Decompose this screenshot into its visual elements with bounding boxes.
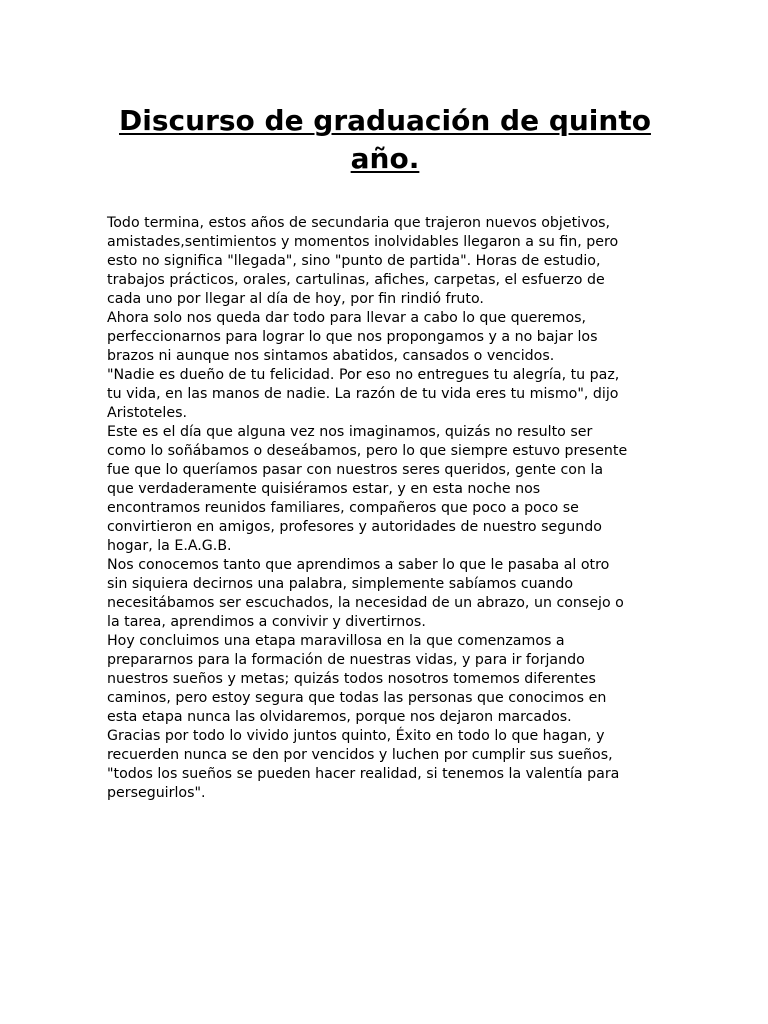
body-line: convirtieron en amigos, profesores y autoridades de nuestro segundo <box>107 519 602 535</box>
document-title: Discurso de graduación de quinto año. <box>119 104 651 175</box>
body-line: sin siquiera decirnos una palabra, simplemente sabíamos cuando <box>107 576 574 592</box>
body-line: fue que lo queríamos pasar con nuestros seres queridos, gente con la <box>107 462 604 478</box>
body-line: encontramos reunidos familiares, compañeros que poco a poco se <box>107 500 579 516</box>
body-line: "todos los sueños se pueden hacer realidad, si tenemos la valentía para <box>107 766 620 782</box>
body-line: que verdaderamente quisiéramos estar, y en esta noche nos <box>107 481 541 497</box>
body-line: cada uno por llegar al día de hoy, por fin rindió fruto. <box>107 291 484 307</box>
body-line: Gracias por todo lo vivido juntos quinto, Éxito en todo lo que hagan, y <box>107 728 605 744</box>
body-line: Hoy concluimos una etapa maravillosa en la que comenzamos a <box>107 633 565 649</box>
body-line: Nos conocemos tanto que aprendimos a saber lo que le pasaba al otro <box>107 557 610 573</box>
document-body <box>107 214 667 803</box>
body-line: esto no significa "llegada", sino "punto de partida". Horas de estudio, <box>107 253 601 269</box>
body-line: Este es el día que alguna vez nos imaginamos, quizás no resulto ser <box>107 424 593 440</box>
body-line: esta etapa nunca las olvidaremos, porque nos dejaron marcados. <box>107 709 572 725</box>
body-line: prepararnos para la formación de nuestras vidas, y para ir forjando <box>107 652 585 668</box>
body-line: caminos, pero estoy segura que todas las personas que conocimos en <box>107 690 607 706</box>
body-line: Ahora solo nos queda dar todo para llevar a cabo lo que queremos, <box>107 310 587 326</box>
body-line: amistades,sentimientos y momentos inolvidables llegaron a su fin, pero <box>107 234 619 250</box>
body-line: Todo termina, estos años de secundaria que trajeron nuevos objetivos, <box>107 215 611 231</box>
body-line: nuestros sueños y metas; quizás todos nosotros tomemos diferentes <box>107 671 596 687</box>
body-line: Aristoteles. <box>107 405 187 421</box>
body-line: tu vida, en las manos de nadie. La razón de tu vida eres tu mismo", dijo <box>107 386 619 402</box>
body-line: brazos ni aunque nos sintamos abatidos, cansados o vencidos. <box>107 348 555 364</box>
body-line: trabajos prácticos, orales, cartulinas, afiches, carpetas, el esfuerzo de <box>107 272 605 288</box>
body-line: recuerden nunca se den por vencidos y luchen por cumplir sus sueños, <box>107 747 613 763</box>
body-line: como lo soñábamos o deseábamos, pero lo que siempre estuvo presente <box>107 443 628 459</box>
body-line: perseguirlos". <box>107 785 206 801</box>
body-line: perfeccionarnos para lograr lo que nos propongamos y a no bajar los <box>107 329 598 345</box>
body-line: "Nadie es dueño de tu felicidad. Por eso no entregues tu alegría, tu paz, <box>107 367 620 383</box>
body-line: hogar, la E.A.G.B. <box>107 538 232 554</box>
body-line: la tarea, aprendimos a convivir y divertirnos. <box>107 614 426 630</box>
body-line: necesitábamos ser escuchados, la necesidad de un abrazo, un consejo o <box>107 595 624 611</box>
